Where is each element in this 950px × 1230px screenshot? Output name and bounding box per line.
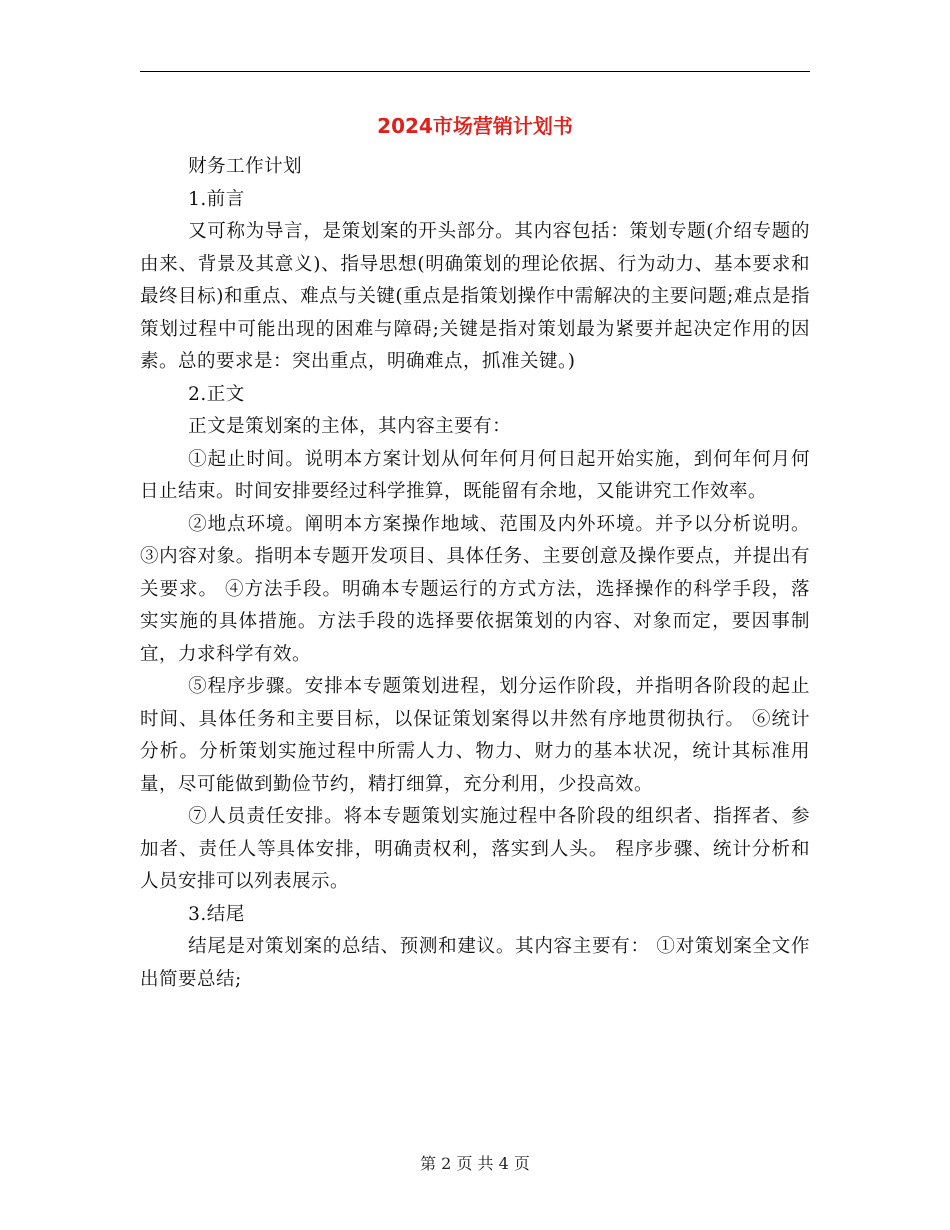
paragraph-conclusion: 结尾是对策划案的总结、预测和建议。其内容主要有： ①对策划案全文作出简要总结; bbox=[140, 936, 810, 990]
heading-main-text: 2.正文 bbox=[188, 383, 245, 405]
paragraph-item-1: ①起止时间。说明本方案计划从何年何月何日起开始实施，到何年何月何日止结束。时间安排要经过科学推算，既能留有余地，又能讲究工作效率。 bbox=[140, 448, 810, 502]
paragraph-items-5-6: ⑤程序步骤。安排本专题策划进程，划分运作阶段，并指明各阶段的起止时间、具体任务和主要目标，以保证策划案得以井然有序地贯彻执行。 ⑥统计分析。分析策划实施过程中所需人力、物力、财力的基本状况，统计其标准用量，尽可能做到勤俭节约，精打细算，充分利用，少投高效。 bbox=[140, 676, 810, 795]
document-body bbox=[140, 151, 810, 996]
header-rule bbox=[140, 71, 810, 72]
paragraph-preface: 又可称为导言，是策划案的开头部分。其内容包括：策划专题(介绍专题的由来、背景及其意义)、指导思想(明确策划的理论依据、行为动力、基本要求和最终目标)和重点、难点与关键(重点是指策划操作中需解决的主要问题;难点是指策划过程中可能出现的困难与障碍;关键是指对策划最为紧要并起决定作用的因素。总的要求是：突出重点，明确难点，抓准关键。) bbox=[140, 221, 810, 372]
heading-conclusion: 3.结尾 bbox=[188, 903, 245, 925]
heading-preface: 1.前言 bbox=[188, 188, 245, 210]
page-footer: 第 2 页 共 4 页 bbox=[420, 1154, 530, 1173]
paragraph-item-7: ⑦人员责任安排。将本专题策划实施过程中各阶段的组织者、指挥者、参加者、责任人等具体安排，明确责权利，落实到人头。 程序步骤、统计分析和人员安排可以列表展示。 bbox=[140, 806, 810, 892]
paragraph-items-2-4: ②地点环境。阐明本方案操作地域、范围及内外环境。并予以分析说明。 ③内容对象。指明本专题开发项目、具体任务、主要创意及操作要点，并提出有关要求。 ④方法手段。明确本专题运行的方式方法，选择操作的科学手段，落实实施的具体措施。方法手段的选择要依据策划的内容、对象而定，要因事制宜，力求科学有效。 bbox=[140, 513, 810, 665]
paragraph-main-intro: 正文是策划案的主体，其内容主要有： bbox=[188, 416, 512, 437]
paragraph-section-label: 财务工作计划 bbox=[188, 156, 303, 177]
document-title: 2024市场营销计划书 bbox=[377, 114, 573, 138]
